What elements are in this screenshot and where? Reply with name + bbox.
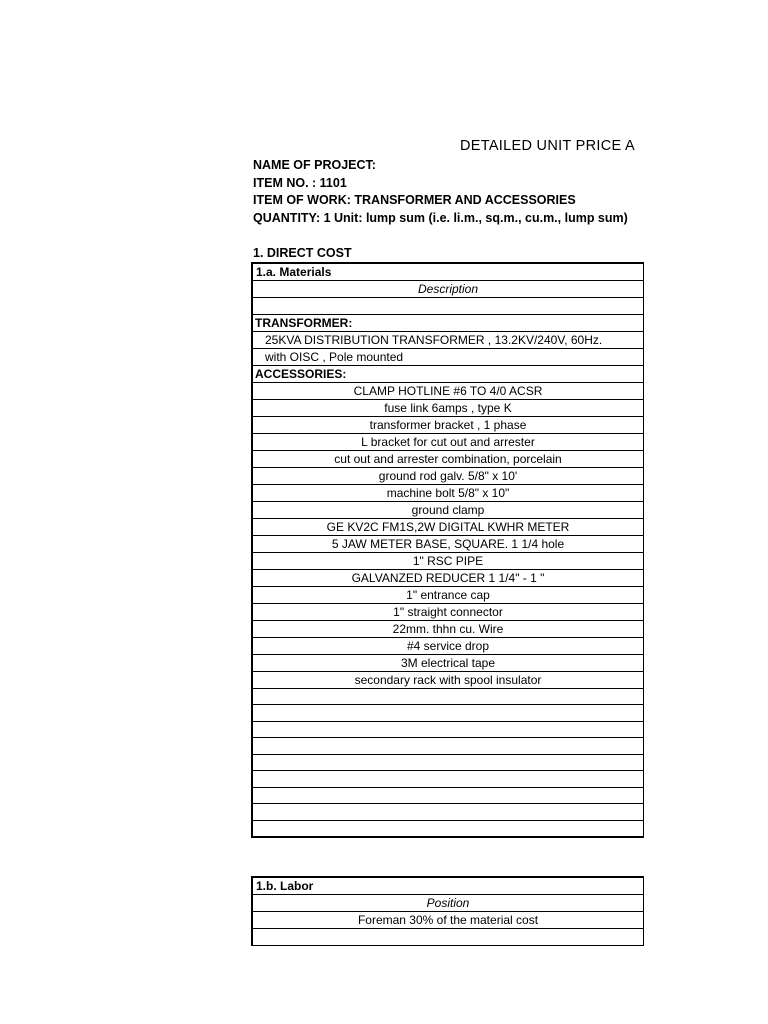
table-row <box>252 721 644 738</box>
material-item: fuse link 6amps , type K <box>252 399 644 416</box>
table-row <box>252 912 644 929</box>
material-item: 25KVA DISTRIBUTION TRANSFORMER , 13.2KV/240V, 60Hz. <box>252 331 644 348</box>
table-row <box>252 569 644 586</box>
table-row <box>252 688 644 705</box>
materials-heading: 1.a. Materials <box>252 263 644 281</box>
direct-cost-heading: 1. DIRECT COST <box>253 246 352 260</box>
material-item: GE KV2C FM1S,2W DIGITAL KWHR METER <box>252 518 644 535</box>
table-row <box>252 348 644 365</box>
material-item: 5 JAW METER BASE, SQUARE. 1 1/4 hole <box>252 535 644 552</box>
material-item: 3M electrical tape <box>252 654 644 671</box>
table-row <box>252 929 644 946</box>
empty-cell <box>252 820 644 837</box>
quantity-line: QUANTITY: 1 Unit: lump sum (i.e. li.m., sq.m., cu.m., lump sum) <box>253 210 628 225</box>
table-row <box>252 637 644 654</box>
labor-table <box>251 876 644 946</box>
materials-table <box>251 262 644 838</box>
empty-cell <box>252 721 644 738</box>
material-item: with OISC , Pole mounted <box>252 348 644 365</box>
table-row <box>252 671 644 688</box>
empty-cell <box>252 754 644 771</box>
table-row <box>252 620 644 637</box>
material-item: GALVANZED REDUCER 1 1/4" - 1 " <box>252 569 644 586</box>
material-item: machine bolt 5/8" x 10" <box>252 484 644 501</box>
empty-cell <box>252 771 644 788</box>
material-item: CLAMP HOTLINE #6 TO 4/0 ACSR <box>252 382 644 399</box>
table-row <box>252 382 644 399</box>
material-item: transformer bracket , 1 phase <box>252 416 644 433</box>
table-row <box>252 450 644 467</box>
table-row <box>252 518 644 535</box>
table-row <box>252 877 644 895</box>
empty-cell <box>252 929 644 946</box>
transformer-heading: TRANSFORMER: <box>252 314 644 331</box>
description-column-header: Description <box>252 281 644 298</box>
table-row <box>252 298 644 315</box>
material-item: #4 service drop <box>252 637 644 654</box>
material-item: secondary rack with spool insulator <box>252 671 644 688</box>
material-item: 22mm. thhn cu. Wire <box>252 620 644 637</box>
project-name-label: NAME OF PROJECT: <box>253 158 376 172</box>
table-row <box>252 895 644 912</box>
labor-heading: 1.b. Labor <box>252 877 644 895</box>
table-row <box>252 820 644 837</box>
material-item: L bracket for cut out and arrester <box>252 433 644 450</box>
item-of-work: ITEM OF WORK: TRANSFORMER AND ACCESSORIES <box>253 193 576 207</box>
material-item: ground clamp <box>252 501 644 518</box>
table-row <box>252 586 644 603</box>
table-row <box>252 705 644 722</box>
table-row <box>252 501 644 518</box>
position-column-header: Position <box>252 895 644 912</box>
table-row <box>252 787 644 804</box>
item-number: ITEM NO. : 1101 <box>253 175 347 190</box>
table-row <box>252 552 644 569</box>
table-row <box>252 535 644 552</box>
project-header <box>253 157 653 227</box>
table-row <box>252 433 644 450</box>
table-row <box>252 281 644 298</box>
material-item: 1" entrance cap <box>252 586 644 603</box>
table-row <box>252 263 644 281</box>
material-item: cut out and arrester combination, porcelain <box>252 450 644 467</box>
empty-cell <box>252 787 644 804</box>
table-row <box>252 467 644 484</box>
empty-cell <box>252 688 644 705</box>
table-row <box>252 416 644 433</box>
empty-cell <box>252 804 644 821</box>
empty-cell <box>252 705 644 722</box>
table-row <box>252 484 644 501</box>
material-item: 1" RSC PIPE <box>252 552 644 569</box>
table-row <box>252 754 644 771</box>
material-item: ground rod galv. 5/8" x 10' <box>252 467 644 484</box>
table-row <box>252 738 644 755</box>
table-row <box>252 771 644 788</box>
table-row <box>252 603 644 620</box>
table-row <box>252 314 644 331</box>
table-row <box>252 399 644 416</box>
table-row <box>252 654 644 671</box>
accessories-heading: ACCESSORIES: <box>252 365 644 382</box>
page-title: DETAILED UNIT PRICE A <box>460 138 635 154</box>
table-row <box>252 804 644 821</box>
empty-cell <box>252 738 644 755</box>
table-row <box>252 331 644 348</box>
labor-item: Foreman 30% of the material cost <box>252 912 644 929</box>
table-row <box>252 365 644 382</box>
empty-cell <box>252 298 644 315</box>
material-item: 1" straight connector <box>252 603 644 620</box>
